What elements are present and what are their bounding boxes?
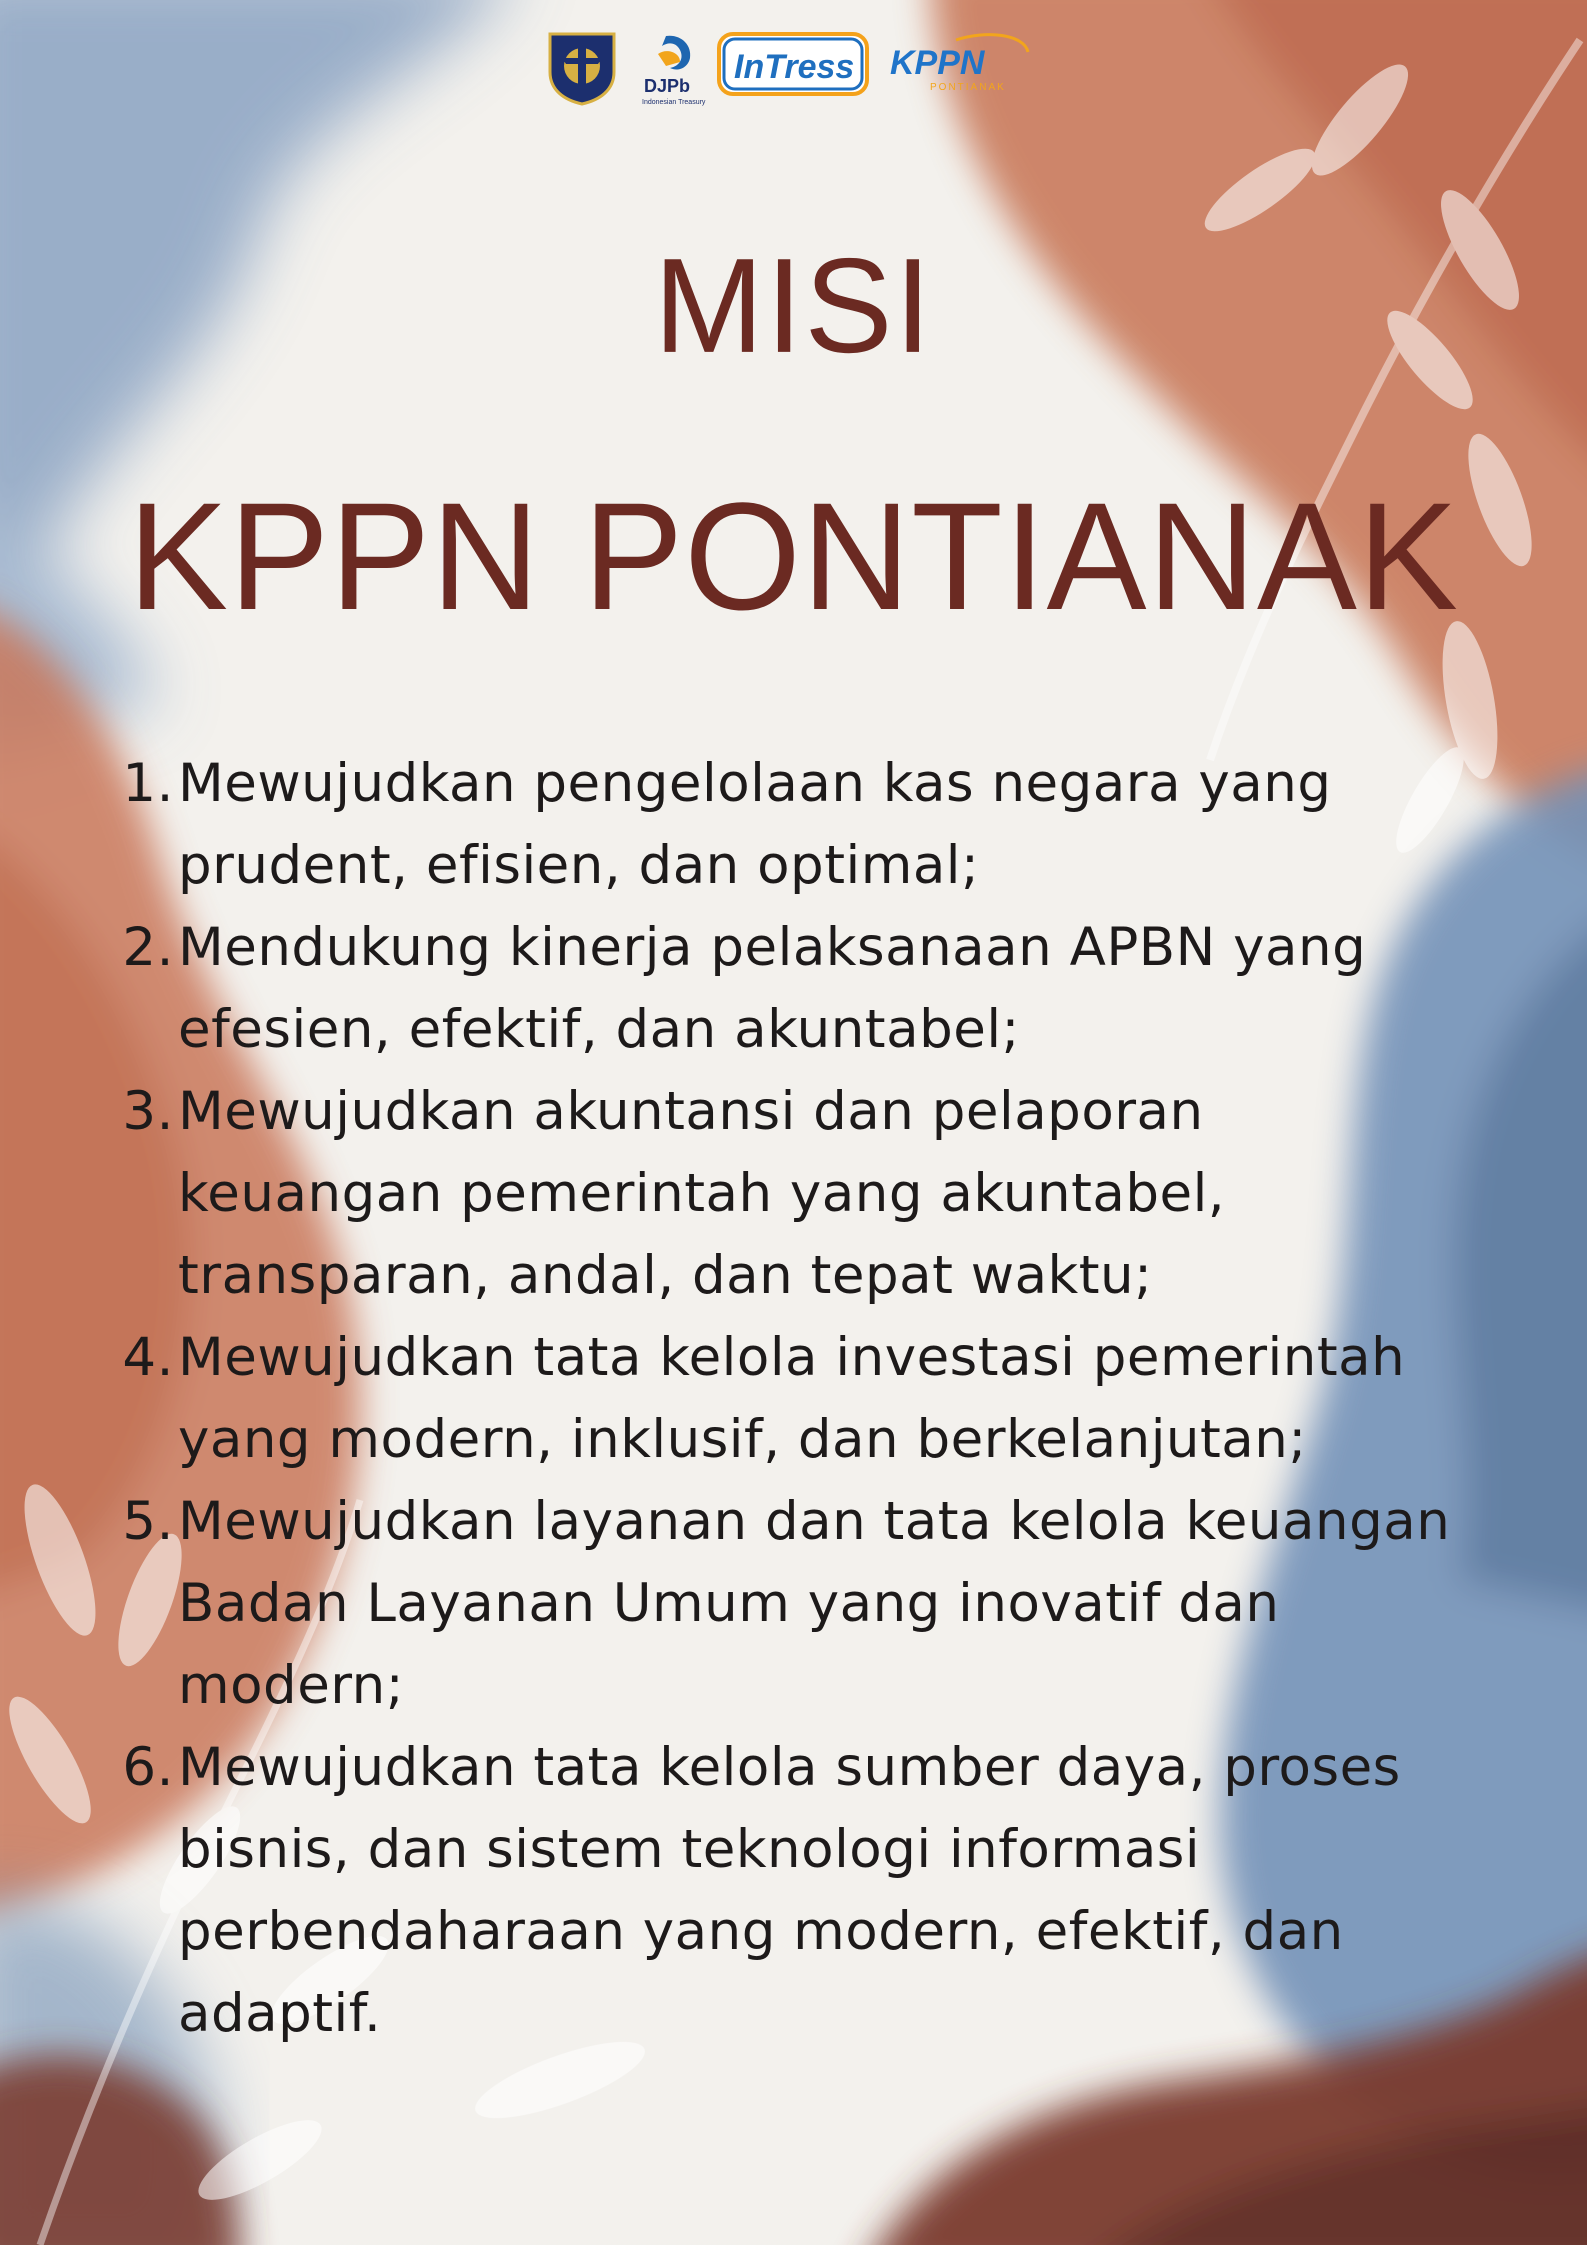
kppn-logo: [886, 28, 1036, 102]
mission-number: 1.: [122, 753, 174, 814]
mission-line: transparan, andal, dan tepat waktu;: [178, 1245, 1153, 1306]
mission-number: 6.: [122, 1737, 174, 1798]
mission-line: Badan Layanan Umum yang inovatif dan: [178, 1573, 1280, 1634]
mission-line: Mewujudkan akuntansi dan pelaporan: [178, 1081, 1204, 1142]
mission-line: bisnis, dan sistem teknologi informasi: [178, 1819, 1201, 1880]
svg-text:InTress: InTress: [734, 48, 855, 86]
page-subtitle-kppn: KPPN PONTIANAK: [128, 470, 1459, 642]
mission-line: Mewujudkan layanan dan tata kelola keuangan: [178, 1491, 1451, 1552]
mission-number: 5.: [122, 1491, 174, 1552]
mission-line: Mewujudkan tata kelola sumber daya, proses: [178, 1737, 1401, 1798]
mission-number: 2.: [122, 917, 174, 978]
intress-logo: [716, 28, 870, 102]
mission-item-2: [112, 907, 1512, 1071]
mission-line: perbendaharaan yang modern, efektif, dan: [178, 1901, 1344, 1962]
mission-line: efesien, efektif, dan akuntabel;: [178, 999, 1020, 1060]
svg-text:PONTIANAK: PONTIANAK: [930, 82, 1006, 93]
djpb-logo: [636, 28, 710, 108]
mission-item-6: [112, 1727, 1512, 2055]
mission-line: modern;: [178, 1655, 405, 1716]
mission-item-3: [112, 1071, 1512, 1317]
mission-line: yang modern, inklusif, dan berkelanjutan;: [178, 1409, 1307, 1470]
mission-item-4: [112, 1317, 1512, 1481]
mission-line: Mendukung kinerja pelaksanaan APBN yang: [178, 917, 1367, 978]
mission-line: prudent, efisien, dan optimal;: [178, 835, 980, 896]
mission-list: [112, 743, 1512, 2055]
mission-item-1: [112, 743, 1512, 907]
mission-number: 4.: [122, 1327, 174, 1388]
mission-line: adaptif.: [178, 1983, 382, 2044]
svg-text:Indonesian Treasury: Indonesian Treasury: [642, 99, 706, 106]
mission-line: Mewujudkan pengelolaan kas negara yang: [178, 753, 1332, 814]
kemenkeu-emblem-icon: [544, 28, 620, 106]
mission-item-5: [112, 1481, 1512, 1727]
svg-text:KPPN: KPPN: [890, 44, 985, 82]
page-title-misi: MISI: [653, 230, 934, 381]
mission-number: 3.: [122, 1081, 174, 1142]
mission-line: Mewujudkan tata kelola investasi pemerintah: [178, 1327, 1406, 1388]
header-logos: [540, 28, 1060, 108]
svg-text:DJPb: DJPb: [644, 76, 691, 96]
mission-line: keuangan pemerintah yang akuntabel,: [178, 1163, 1226, 1224]
